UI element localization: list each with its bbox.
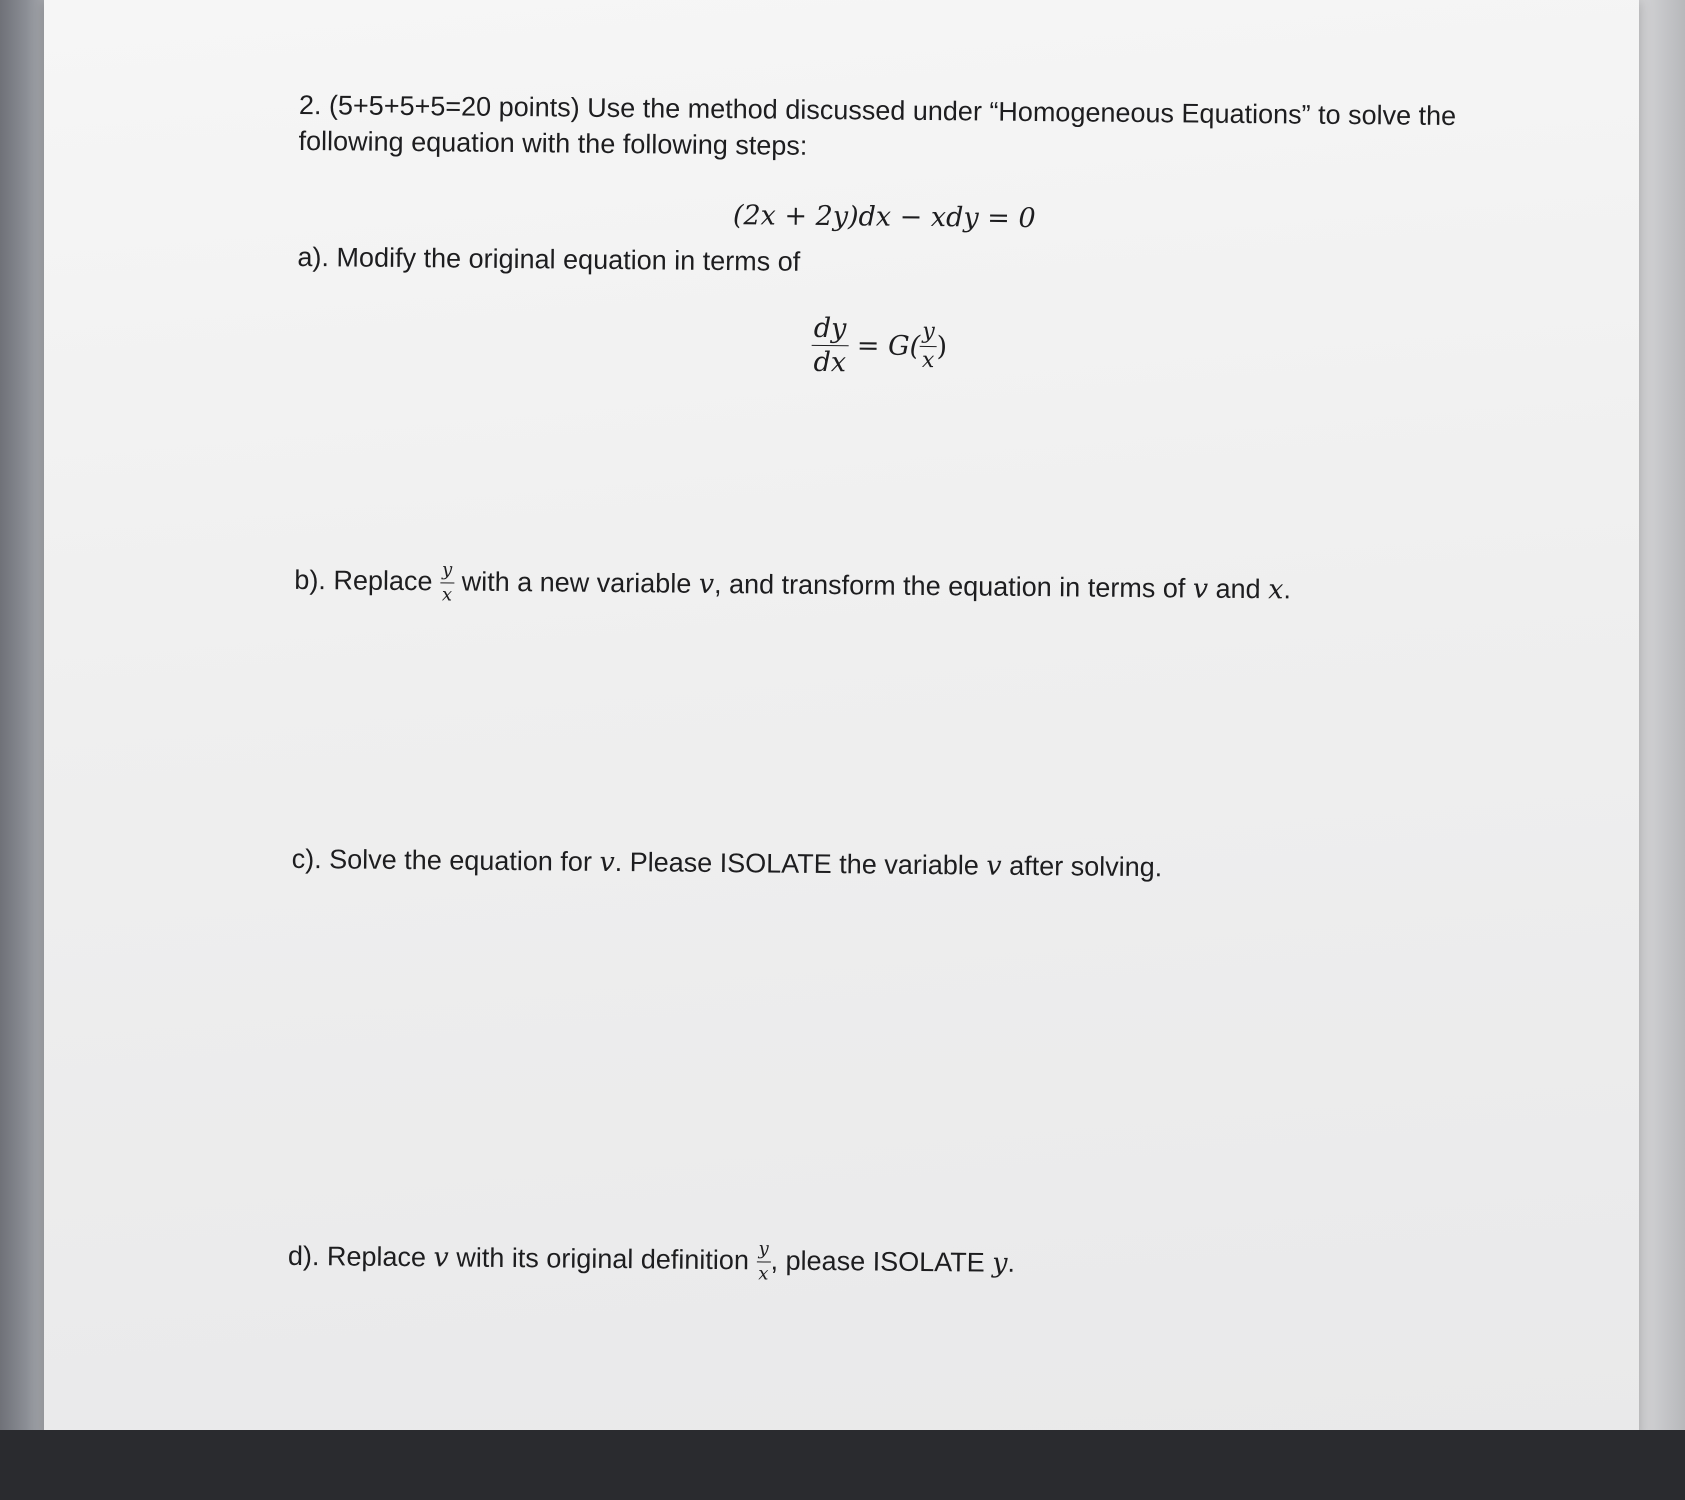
problem-intro: (5+5+5+5=20 points) Use the method discussed under “Homogeneous Equations” to solve the [328,90,1457,132]
x-denominator: x [921,347,935,374]
var-v-b: v [698,568,715,600]
main-equation: (2x + 2y)dx − xdy = 0 [732,200,1036,235]
y-over-x-fraction [920,318,937,374]
var-v-c: v [599,846,615,879]
part-b-period: . [1283,574,1292,605]
y-over-x-fraction-d [756,1238,771,1285]
var-v2-c: v [986,850,1002,882]
y-numerator-b: y [440,562,454,584]
part-b-text-after: , and transform the equation in terms of [713,568,1186,604]
part-b-and: and [1215,573,1261,605]
worksheet-page [44,0,1639,1440]
var-v2-b: v [1192,573,1209,605]
part-c-text-after: after solving. [1009,850,1163,883]
var-x-b: x [1268,574,1284,606]
worksheet-content [31,0,1640,1453]
var-v-d: v [433,1242,449,1274]
part-a-formula [811,312,948,379]
var-y-d: y [992,1247,1008,1279]
part-c-label: c). [291,843,322,875]
part-d-period: . [1007,1247,1016,1278]
y-over-x-fraction-b [440,559,455,606]
part-d [288,1236,1016,1286]
monitor-right-edge [1635,0,1685,1500]
part-b-text-before: Replace [333,565,433,597]
part-b-text-mid: with a new variable [461,566,692,599]
problem-number: 2. [298,89,322,121]
part-b [294,560,1291,613]
part-d-text-after: , please ISOLATE [770,1245,985,1278]
part-d-text-mid: with its original definition [456,1242,750,1276]
part-b-label: b). [294,564,327,596]
dy-numerator: dy [812,315,849,346]
part-d-text-before: Replace [326,1241,427,1273]
part-a-label: a). [297,241,330,273]
part-a-text: Modify the original equation in terms of [336,242,801,277]
g-function: G( [887,330,921,362]
close-paren: ) [936,331,948,363]
monitor-bottom-bezel [0,1430,1685,1500]
problem-intro-line2: following equation with the following steps: [298,125,808,161]
x-denominator-d: x [758,1263,769,1285]
y-numerator-d: y [756,1241,770,1263]
part-a [297,240,800,279]
y-numerator: y [920,321,937,347]
dy-dx-fraction [811,312,848,379]
part-c-text-mid: . Please ISOLATE the variable [614,847,979,881]
part-c [292,842,1163,885]
part-c-text-before: Solve the equation for [329,844,593,877]
dx-denominator: dx [813,346,847,379]
x-denominator-b: x [441,584,453,606]
equals-sign: = [856,330,880,362]
part-d-label: d). [287,1240,320,1272]
